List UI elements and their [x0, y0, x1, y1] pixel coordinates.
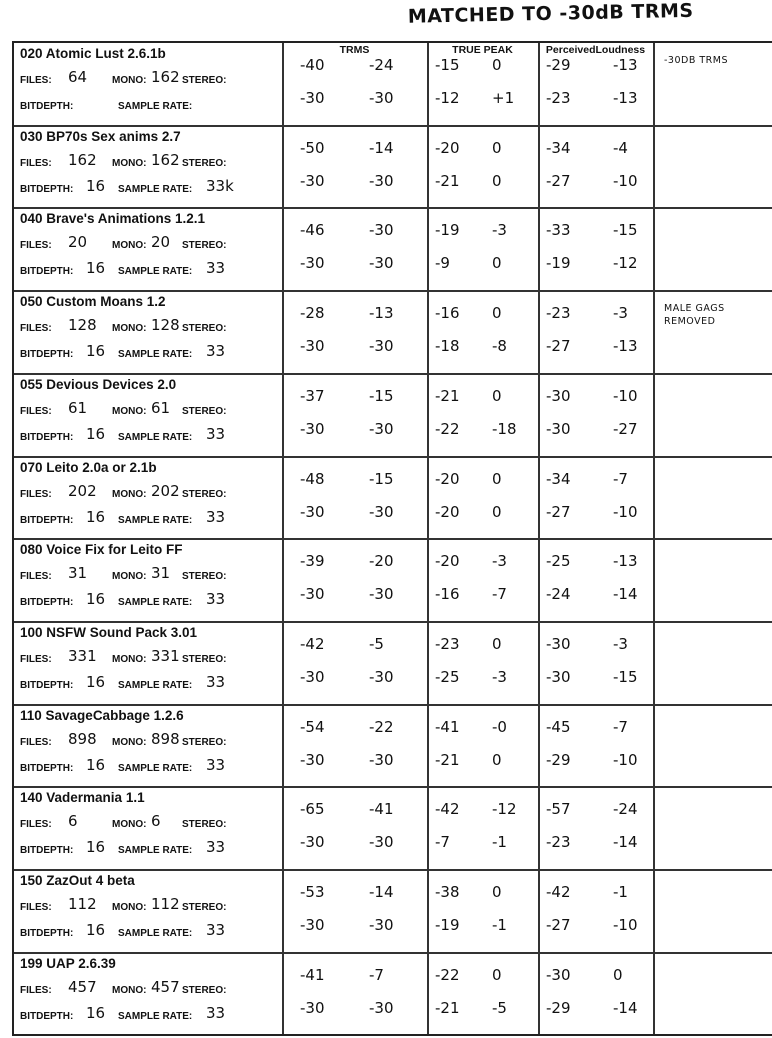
- after-loud-value: -14: [613, 585, 638, 604]
- files-value: 64: [68, 68, 88, 86]
- package-block: [14, 705, 772, 788]
- bitdepth-value: 16: [86, 507, 106, 526]
- bitdepth-label: BITDEPTH:: [20, 597, 74, 609]
- bitdepth-label: BITDEPTH:: [20, 845, 74, 857]
- bitdepth-label: BITDEPTH:: [20, 101, 74, 112]
- sample-rate-value: 33: [206, 507, 226, 526]
- package-name: 040 Brave's Animations 1.2.1: [20, 211, 206, 227]
- before-loud-value: -15: [613, 221, 638, 240]
- files-label: FILES:: [20, 902, 52, 913]
- files-value: 162: [68, 150, 97, 169]
- package-name: 030 BP70s Sex anims 2.7: [20, 128, 181, 144]
- files-value: 20: [68, 233, 88, 252]
- before-peak-value: 0: [492, 304, 502, 323]
- bitdepth-value: 16: [86, 342, 106, 361]
- package-block: [14, 126, 772, 209]
- stereo-label: STEREO:: [182, 984, 227, 996]
- mono-label: MONO:: [112, 323, 147, 335]
- before-loud-value: -34: [546, 138, 571, 157]
- before-trms-value: -41: [369, 800, 394, 819]
- before-trms-value: -53: [300, 883, 325, 901]
- before-loud-value: -23: [546, 304, 571, 323]
- mono-label: MONO:: [112, 240, 147, 252]
- after-peak-value: -1: [492, 916, 507, 934]
- after-trms-value: -30: [300, 171, 325, 190]
- before-peak-value: -21: [435, 386, 460, 405]
- after-loud-value: -14: [613, 998, 638, 1017]
- sample-rate-label: SAMPLE RATE:: [118, 597, 193, 609]
- mono-value: 162: [151, 68, 180, 86]
- mono-value: 898: [151, 729, 180, 748]
- sample-rate-value: 33: [206, 755, 226, 774]
- before-loud-value: -34: [546, 469, 571, 488]
- mono-value: 457: [151, 977, 180, 996]
- mono-value: 20: [151, 233, 171, 252]
- mono-label: MONO:: [112, 653, 147, 665]
- sample-rate-label: SAMPLE RATE:: [118, 514, 193, 526]
- before-loud-value: -3: [613, 634, 628, 653]
- after-loud-value: -14: [613, 833, 638, 852]
- bitdepth-value: 16: [86, 424, 106, 443]
- package-block: [14, 953, 772, 1036]
- after-trms-value: -30: [300, 998, 325, 1017]
- files-label: FILES:: [20, 488, 52, 500]
- before-trms-value: -46: [300, 221, 325, 240]
- mono-label: MONO:: [112, 819, 147, 831]
- after-trms-value: -30: [300, 750, 325, 769]
- mono-value: 112: [151, 895, 180, 913]
- after-peak-value: 0: [492, 254, 502, 273]
- package-block: [14, 539, 772, 622]
- after-loud-value: -30: [546, 667, 571, 686]
- mono-value: 162: [151, 150, 180, 169]
- before-loud-value: -57: [546, 800, 571, 819]
- before-peak-value: -19: [435, 221, 460, 240]
- after-loud-value: -29: [546, 998, 571, 1017]
- package-name: 100 NSFW Sound Pack 3.01: [20, 624, 198, 640]
- before-peak-value: -20: [435, 469, 460, 488]
- sample-rate-value: 33: [206, 838, 226, 857]
- sample-rate-label: SAMPLE RATE:: [118, 1010, 193, 1022]
- before-loud-value: -10: [613, 386, 638, 405]
- mono-value: 128: [151, 316, 180, 335]
- before-peak-value: -15: [435, 56, 460, 74]
- after-peak-value: -12: [435, 89, 460, 107]
- mono-label: MONO:: [112, 75, 147, 86]
- after-loud-value: -10: [613, 171, 638, 190]
- before-trms-value: -39: [300, 552, 325, 571]
- files-value: 202: [68, 481, 97, 500]
- before-trms-value: -50: [300, 138, 325, 157]
- after-peak-value: -21: [435, 750, 460, 769]
- mono-value: 6: [151, 812, 161, 831]
- after-loud-value: -19: [546, 254, 571, 273]
- bitdepth-value: 16: [86, 176, 106, 195]
- stereo-label: STEREO:: [182, 736, 227, 748]
- after-peak-value: +1: [492, 89, 515, 107]
- after-peak-value: -16: [435, 585, 460, 604]
- after-peak-value: -8: [492, 337, 507, 356]
- sample-rate-value: 33: [206, 590, 226, 609]
- before-trms-value: -30: [369, 221, 394, 240]
- mono-label: MONO:: [112, 405, 147, 417]
- before-loud-value: -45: [546, 717, 571, 736]
- bitdepth-label: BITDEPTH:: [20, 349, 74, 361]
- column-header-trms: TRMS: [339, 44, 370, 56]
- before-loud-value: -30: [546, 634, 571, 653]
- sample-rate-label: SAMPLE RATE:: [118, 101, 193, 112]
- files-value: 6: [68, 812, 78, 831]
- after-loud-value: -13: [613, 89, 638, 107]
- after-loud-value: -30: [546, 419, 571, 438]
- after-peak-value: -3: [492, 667, 507, 686]
- after-loud-value: -27: [546, 337, 571, 356]
- before-trms-value: -65: [300, 800, 325, 819]
- stereo-label: STEREO:: [182, 405, 227, 417]
- files-value: 898: [68, 729, 97, 748]
- after-trms-value: -30: [369, 419, 394, 438]
- mono-value: 61: [151, 398, 171, 417]
- before-peak-value: -22: [435, 965, 460, 984]
- files-label: FILES:: [20, 240, 52, 252]
- after-trms-value: -30: [369, 667, 394, 686]
- package-block: [14, 457, 772, 540]
- after-loud-value: -13: [613, 337, 638, 356]
- after-loud-value: -27: [546, 916, 571, 934]
- before-loud-value: -42: [546, 883, 571, 901]
- sample-rate-value: 33: [206, 259, 226, 278]
- files-label: FILES:: [20, 571, 52, 583]
- before-peak-value: -23: [435, 634, 460, 653]
- stereo-label: STEREO:: [182, 323, 227, 335]
- sample-rate-label: SAMPLE RATE:: [118, 928, 193, 939]
- before-peak-value: -41: [435, 717, 460, 736]
- after-loud-value: -10: [613, 750, 638, 769]
- package-name: 050 Custom Moans 1.2: [20, 294, 166, 310]
- before-peak-value: -20: [435, 552, 460, 571]
- before-loud-value: -13: [613, 552, 638, 571]
- bitdepth-value: 16: [86, 672, 106, 691]
- files-value: 31: [68, 564, 88, 583]
- before-trms-value: -42: [300, 634, 325, 653]
- mono-value: 31: [151, 564, 171, 583]
- after-trms-value: -30: [369, 585, 394, 604]
- sample-rate-label: SAMPLE RATE:: [118, 183, 193, 195]
- package-block: [14, 208, 772, 291]
- after-loud-value: -15: [613, 667, 638, 686]
- sample-rate-label: SAMPLE RATE:: [118, 266, 193, 278]
- files-value: 112: [68, 895, 97, 913]
- package-name: 055 Devious Devices 2.0: [20, 376, 177, 392]
- before-loud-value: -7: [613, 717, 628, 736]
- bitdepth-label: BITDEPTH:: [20, 266, 74, 278]
- stereo-label: STEREO:: [182, 240, 227, 252]
- mono-label: MONO:: [112, 157, 147, 169]
- after-trms-value: -30: [369, 89, 394, 107]
- bitdepth-value: 16: [86, 921, 106, 939]
- before-loud-value: -30: [546, 965, 571, 984]
- before-trms-value: -7: [369, 965, 384, 984]
- bitdepth-value: 16: [86, 259, 106, 278]
- before-loud-value: -33: [546, 221, 571, 240]
- stereo-label: STEREO:: [182, 819, 227, 831]
- files-label: FILES:: [20, 736, 52, 748]
- files-value: 61: [68, 398, 88, 417]
- after-trms-value: -30: [300, 89, 325, 107]
- after-trms-value: -30: [369, 254, 394, 273]
- before-trms-value: -37: [300, 386, 325, 405]
- after-peak-value: -1: [492, 833, 507, 852]
- before-peak-value: -0: [492, 717, 507, 736]
- files-value: 128: [68, 316, 97, 335]
- after-peak-value: -21: [435, 998, 460, 1017]
- bitdepth-value: 16: [86, 838, 106, 857]
- package-name: 199 UAP 2.6.39: [20, 955, 116, 971]
- before-peak-value: -42: [435, 800, 460, 819]
- bitdepth-label: BITDEPTH:: [20, 183, 74, 195]
- package-block: [14, 374, 772, 457]
- before-trms-value: -15: [369, 386, 394, 405]
- before-peak-value: 0: [492, 883, 502, 901]
- after-peak-value: -7: [435, 833, 450, 852]
- stereo-label: STEREO:: [182, 488, 227, 500]
- before-loud-value: -7: [613, 469, 628, 488]
- before-peak-value: -38: [435, 883, 460, 901]
- stereo-label: STEREO:: [182, 902, 227, 913]
- before-peak-value: 0: [492, 469, 502, 488]
- after-loud-value: -24: [546, 585, 571, 604]
- bitdepth-label: BITDEPTH:: [20, 431, 74, 443]
- after-loud-value: -27: [546, 502, 571, 521]
- after-peak-value: -18: [435, 337, 460, 356]
- before-loud-value: -29: [546, 56, 571, 74]
- package-block: [14, 291, 772, 374]
- after-trms-value: -30: [300, 585, 325, 604]
- before-peak-value: 0: [492, 965, 502, 984]
- package-name: 150 ZazOut 4 beta: [20, 873, 135, 888]
- side-note: -30DB TRMS: [664, 55, 728, 66]
- package-block: [14, 787, 772, 870]
- after-peak-value: -9: [435, 254, 450, 273]
- before-loud-value: -25: [546, 552, 571, 571]
- after-loud-value: -29: [546, 750, 571, 769]
- before-trms-value: -15: [369, 469, 394, 488]
- after-peak-value: -5: [492, 998, 507, 1017]
- before-peak-value: -20: [435, 138, 460, 157]
- sample-rate-value: 33: [206, 342, 226, 361]
- stereo-label: STEREO:: [182, 571, 227, 583]
- sample-rate-value: 33: [206, 424, 226, 443]
- after-peak-value: -21: [435, 171, 460, 190]
- after-trms-value: -30: [300, 667, 325, 686]
- files-label: FILES:: [20, 653, 52, 665]
- files-label: FILES:: [20, 75, 52, 86]
- before-loud-value: -3: [613, 304, 628, 323]
- before-trms-value: -5: [369, 634, 384, 653]
- bitdepth-value: 16: [86, 755, 106, 774]
- before-loud-value: -4: [613, 138, 628, 157]
- bitdepth-value: 16: [86, 590, 106, 609]
- after-trms-value: -30: [369, 750, 394, 769]
- after-peak-value: -18: [492, 419, 517, 438]
- before-peak-value: -3: [492, 552, 507, 571]
- bitdepth-label: BITDEPTH:: [20, 928, 74, 939]
- before-trms-value: -24: [369, 56, 394, 74]
- sample-rate-label: SAMPLE RATE:: [118, 845, 193, 857]
- column-header-perceived-loudness: PerceivedLoudness: [545, 44, 646, 56]
- before-loud-value: -24: [613, 800, 638, 819]
- before-trms-value: -13: [369, 304, 394, 323]
- before-trms-value: -40: [300, 56, 325, 74]
- mono-value: 202: [151, 481, 180, 500]
- before-peak-value: 0: [492, 386, 502, 405]
- after-trms-value: -30: [300, 916, 325, 934]
- before-trms-value: -22: [369, 717, 394, 736]
- after-trms-value: -30: [369, 337, 394, 356]
- bitdepth-label: BITDEPTH:: [20, 679, 74, 691]
- package-name: 080 Voice Fix for Leito FF: [20, 542, 183, 558]
- sample-rate-value: 33k: [206, 176, 234, 195]
- after-trms-value: -30: [300, 419, 325, 438]
- after-peak-value: 0: [492, 750, 502, 769]
- after-trms-value: -30: [369, 502, 394, 521]
- mono-label: MONO:: [112, 488, 147, 500]
- sample-rate-value: 33: [206, 672, 226, 691]
- after-trms-value: -30: [369, 171, 394, 190]
- before-peak-value: -12: [492, 800, 517, 819]
- package-name: 110 SavageCabbage 1.2.6: [20, 707, 184, 723]
- after-trms-value: -30: [369, 916, 394, 934]
- before-trms-value: -14: [369, 883, 394, 901]
- files-value: 331: [68, 646, 97, 665]
- after-trms-value: -30: [369, 833, 394, 852]
- before-peak-value: 0: [492, 56, 502, 74]
- before-trms-value: -20: [369, 552, 394, 571]
- before-loud-value: -30: [546, 386, 571, 405]
- files-label: FILES:: [20, 405, 52, 417]
- bitdepth-label: BITDEPTH:: [20, 762, 74, 774]
- package-name: 020 Atomic Lust 2.6.1b: [20, 46, 166, 61]
- sample-rate-label: SAMPLE RATE:: [118, 349, 193, 361]
- after-peak-value: -19: [435, 916, 460, 934]
- package-block: [14, 870, 772, 953]
- mono-label: MONO:: [112, 736, 147, 748]
- after-loud-value: -23: [546, 833, 571, 852]
- package-name: 140 Vadermania 1.1: [20, 790, 145, 806]
- after-loud-value: -12: [613, 254, 638, 273]
- after-peak-value: -7: [492, 585, 507, 604]
- column-header-true-peak: TRUE PEAK: [452, 44, 513, 56]
- data-sheet: [12, 41, 772, 1036]
- files-label: FILES:: [20, 157, 52, 169]
- bitdepth-label: BITDEPTH:: [20, 1010, 74, 1022]
- sample-rate-label: SAMPLE RATE:: [118, 762, 193, 774]
- before-loud-value: 0: [613, 965, 623, 984]
- after-trms-value: -30: [300, 502, 325, 521]
- after-trms-value: -30: [369, 998, 394, 1017]
- before-peak-value: -16: [435, 304, 460, 323]
- stereo-label: STEREO:: [182, 157, 227, 169]
- before-peak-value: 0: [492, 138, 502, 157]
- after-peak-value: -20: [435, 502, 460, 521]
- after-loud-value: -10: [613, 502, 638, 521]
- before-trms-value: -48: [300, 469, 325, 488]
- package-block: [14, 43, 772, 126]
- sample-rate-value: 33: [206, 1003, 226, 1022]
- before-peak-value: -3: [492, 221, 507, 240]
- mono-label: MONO:: [112, 984, 147, 996]
- after-loud-value: -27: [613, 419, 638, 438]
- before-trms-value: -14: [369, 138, 394, 157]
- package-block: [14, 622, 772, 705]
- after-trms-value: -30: [300, 337, 325, 356]
- files-label: FILES:: [20, 323, 52, 335]
- after-loud-value: -23: [546, 89, 571, 107]
- files-label: FILES:: [20, 819, 52, 831]
- before-trms-value: -54: [300, 717, 325, 736]
- page-title: MATCHED TO -30dB TRMS: [407, 0, 694, 28]
- before-trms-value: -41: [300, 965, 325, 984]
- after-peak-value: 0: [492, 502, 502, 521]
- after-loud-value: -27: [546, 171, 571, 190]
- before-peak-value: 0: [492, 634, 502, 653]
- mono-label: MONO:: [112, 902, 147, 913]
- before-loud-value: -1: [613, 883, 628, 901]
- after-trms-value: -30: [300, 833, 325, 852]
- side-note: MALE GAGS REMOVED: [664, 303, 725, 327]
- sample-rate-value: 33: [206, 921, 226, 939]
- after-peak-value: 0: [492, 171, 502, 190]
- stereo-label: STEREO:: [182, 653, 227, 665]
- sample-rate-label: SAMPLE RATE:: [118, 679, 193, 691]
- before-loud-value: -13: [613, 56, 638, 74]
- after-trms-value: -30: [300, 254, 325, 273]
- sample-rate-label: SAMPLE RATE:: [118, 431, 193, 443]
- before-trms-value: -28: [300, 304, 325, 323]
- files-label: FILES:: [20, 984, 52, 996]
- mono-value: 331: [151, 646, 180, 665]
- files-value: 457: [68, 977, 97, 996]
- bitdepth-label: BITDEPTH:: [20, 514, 74, 526]
- stereo-label: STEREO:: [182, 75, 227, 86]
- package-name: 070 Leito 2.0a or 2.1b: [20, 459, 157, 475]
- after-peak-value: -22: [435, 419, 460, 438]
- after-loud-value: -10: [613, 916, 638, 934]
- bitdepth-value: 16: [86, 1003, 106, 1022]
- mono-label: MONO:: [112, 571, 147, 583]
- after-peak-value: -25: [435, 667, 460, 686]
